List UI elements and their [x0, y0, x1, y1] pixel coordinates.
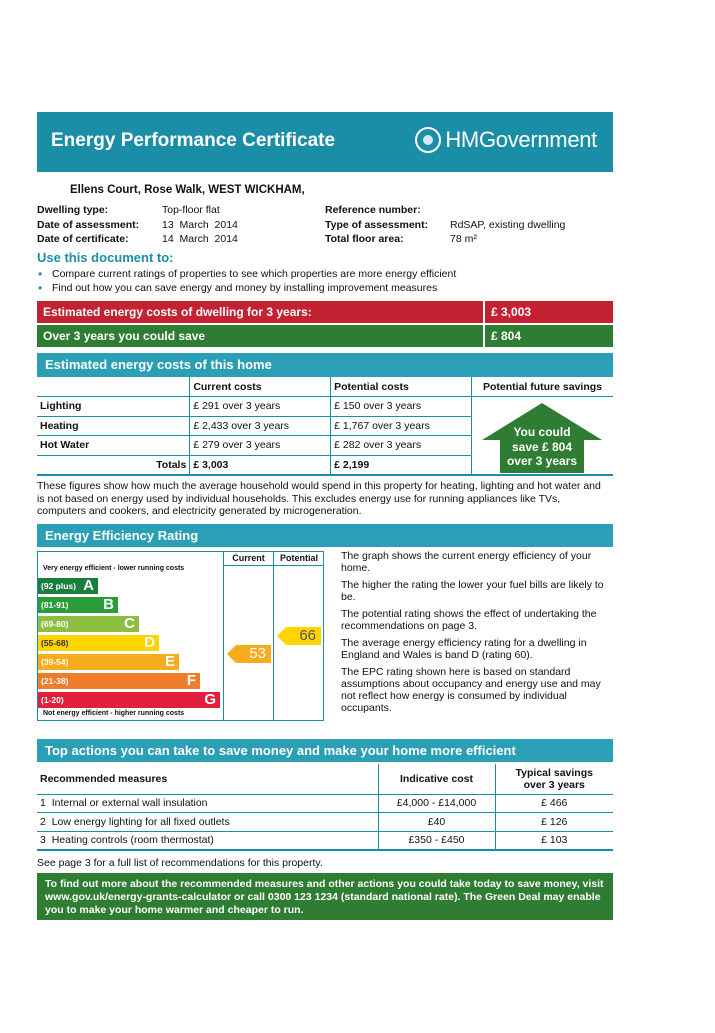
rating-bottom-note: Not energy efficient - higher running costs: [43, 710, 185, 717]
measure-text: Low energy lighting for all fixed outlets: [51, 815, 230, 828]
row-name: Lighting: [37, 397, 190, 417]
band-c: [38, 616, 139, 632]
dwelling-type-value: Top-floor flat: [162, 204, 220, 216]
measures-header: Recommended measures: [37, 764, 378, 794]
reference-number-label: Reference number:: [325, 204, 421, 216]
totals-label: Totals: [37, 455, 190, 475]
actions-header-row: [37, 764, 613, 794]
band-letter: F: [186, 672, 196, 689]
assessment-date-value: 13 March 2014: [162, 219, 238, 231]
future-savings-bottom-rule: [472, 474, 613, 476]
costs-explanation: These figures show how much the average household would spend in this property for heating, lighting and hot water and is not based on energy used by individual households. This excludes energy use for running appliances like TVs, computers and cookers, and electricity generated by microgeneration.: [37, 480, 601, 517]
row-potential: £ 150 over 3 years: [331, 397, 472, 417]
table-row: [37, 831, 613, 850]
row-potential: £ 282 over 3 years: [331, 436, 472, 456]
row-name: Heating: [37, 416, 190, 436]
certificate-date-value: 14 March 2014: [162, 233, 238, 245]
column-header-rule: [223, 565, 324, 566]
actions-table: [37, 764, 613, 851]
potential-rating-value: 66: [299, 627, 316, 644]
savings-header-line2: over 3 years: [523, 778, 585, 791]
saving-cell: £ 103: [541, 834, 568, 846]
band-range: (39-54): [41, 657, 69, 667]
potential-column-header: Potential: [279, 553, 318, 563]
row-current: £ 279 over 3 years: [190, 436, 331, 456]
cost-cell: £4,000 - £14,000: [378, 794, 495, 813]
savings-arrow-line2: save £ 804: [511, 439, 573, 454]
royal-crest-icon: [415, 127, 441, 153]
estimated-cost-value: £ 3,003: [491, 305, 532, 319]
savings-arrow-line1: You could: [513, 425, 571, 439]
info-paragraph: The EPC rating shown here is based on standard assumptions about occupancy and energy use and may not reflect how energy is consumed by individual occupants.: [341, 666, 601, 714]
band-d: [38, 635, 159, 651]
table-row: [37, 397, 472, 417]
list-item: • Find out how you can save energy and money by installing improvement measures: [37, 282, 607, 296]
info-paragraph: The higher the rating the lower your fuel bills are likely to be.: [341, 579, 604, 603]
table-header-potential: Potential costs: [331, 377, 472, 397]
rating-top-note: Very energy efficient - lower running costs: [43, 565, 185, 572]
table-header-current: Current costs: [190, 377, 331, 397]
band-range: (81-91): [41, 600, 69, 610]
green-deal-info-box: To find out more about the recommended measures and other actions you could take today to save money, visit www.gov.uk/energy-grants-calculator or call 0300 123 1234 (standard national rate). The Green Deal may enable you to make your home warmer and cheaper to run.: [37, 873, 613, 920]
band-letter: C: [124, 615, 135, 632]
use-document-heading: Use this document to:: [37, 250, 174, 265]
measure-number: 2: [40, 815, 46, 828]
estimated-cost-label: Estimated energy costs of dwelling for 3 years:: [37, 301, 485, 323]
band-letter: B: [103, 596, 114, 613]
costs-section-heading: Estimated energy costs of this home: [37, 353, 613, 377]
measure-number: 1: [40, 797, 46, 810]
floor-area-value: 78 m²: [450, 233, 477, 245]
dwelling-type-label: Dwelling type:: [37, 204, 109, 216]
savings-value: £ 804: [491, 329, 522, 343]
current-rating-value: 53: [249, 645, 266, 662]
row-current: £ 2,433 over 3 years: [190, 416, 331, 436]
property-address: Ellens Court, Rose Walk, WEST WICKHAM,: [70, 184, 305, 196]
hm-government-logo: [415, 127, 597, 153]
band-b: [38, 597, 118, 613]
band-letter: E: [164, 653, 175, 670]
savings-header-line1: Typical savings: [515, 766, 593, 779]
band-letter: A: [83, 577, 94, 594]
savings-arrow-line3: over 3 years: [506, 454, 578, 468]
savings-bar: [37, 325, 613, 347]
savings-arrow-text: [480, 425, 604, 469]
measure-text: Internal or external wall insulation: [51, 797, 208, 810]
hm-government-text: HMGovernment: [445, 127, 597, 152]
column-divider: [223, 552, 224, 720]
row-current: £ 291 over 3 years: [190, 397, 331, 417]
table-row: [37, 813, 613, 832]
info-paragraph: The average energy efficiency rating for a dwelling in England and Wales is band D (rating 60).: [341, 637, 587, 661]
table-header-blank: [37, 377, 190, 397]
band-f: [38, 673, 200, 689]
list-item: • Compare current ratings of properties to see which properties are more energy efficient: [37, 268, 607, 282]
future-savings-header: Potential future savings: [472, 377, 613, 397]
current-column-header: Current: [232, 553, 265, 563]
assessment-date-label: Date of assessment:: [37, 219, 140, 231]
cost-header: Indicative cost: [378, 764, 495, 794]
band-g: [38, 692, 220, 708]
measure-cell: [37, 794, 378, 813]
certificate-header: [37, 112, 613, 172]
band-a: [38, 578, 98, 594]
band-letter: G: [204, 691, 216, 708]
assessment-type-value: RdSAP, existing dwelling: [450, 219, 566, 231]
saving-cell: £ 126: [541, 815, 568, 828]
band-e: [38, 654, 179, 670]
table-row: [37, 436, 472, 456]
band-range: (92 plus): [41, 581, 76, 591]
measure-cell: [37, 813, 378, 832]
measure-text: Heating controls (room thermostat): [51, 834, 214, 846]
recommendations-footnote: See page 3 for a full list of recommendations for this property.: [37, 857, 323, 869]
costs-table-wrap: [37, 377, 613, 476]
band-range: (69-80): [41, 619, 69, 629]
cost-cell: £350 - £450: [378, 831, 495, 850]
use-document-list: [37, 268, 607, 295]
band-range: (21-38): [41, 676, 69, 686]
estimated-cost-bar: [37, 301, 613, 323]
measure-cell: [37, 831, 378, 850]
totals-potential: £ 2,199: [331, 455, 472, 475]
measure-number: 3: [40, 834, 46, 846]
saving-cell: £ 466: [541, 797, 568, 810]
rating-chart: [37, 551, 324, 721]
column-divider: [273, 552, 274, 720]
totals-row: [37, 455, 472, 475]
costs-table: [37, 377, 472, 476]
savings-header: [495, 764, 613, 794]
rating-section-heading: Energy Efficiency Rating: [37, 524, 613, 547]
certificate-date-label: Date of certificate:: [37, 233, 129, 245]
band-range: (1-20): [41, 695, 64, 705]
savings-label: Over 3 years you could save: [37, 325, 485, 347]
row-name: Hot Water: [37, 436, 190, 456]
rating-info: [341, 550, 613, 719]
info-paragraph: The graph shows the current energy efficiency of your home.: [341, 550, 592, 574]
rating-bands: [38, 578, 228, 712]
row-potential: £ 1,767 over 3 years: [331, 416, 472, 436]
table-row: [37, 416, 472, 436]
certificate-title: Energy Performance Certificate: [51, 130, 336, 151]
band-letter: D: [144, 634, 155, 651]
table-row: [37, 794, 613, 813]
assessment-type-label: Type of assessment:: [325, 219, 429, 231]
info-paragraph: The potential rating shows the effect of undertaking the recommendations on page 3.: [341, 608, 597, 632]
totals-current: £ 3,003: [190, 455, 331, 475]
actions-section-heading: Top actions you can take to save money and make your home more efficient: [37, 739, 613, 762]
floor-area-label: Total floor area:: [325, 233, 404, 245]
cost-cell: £40: [378, 813, 495, 832]
band-range: (55-68): [41, 638, 69, 648]
